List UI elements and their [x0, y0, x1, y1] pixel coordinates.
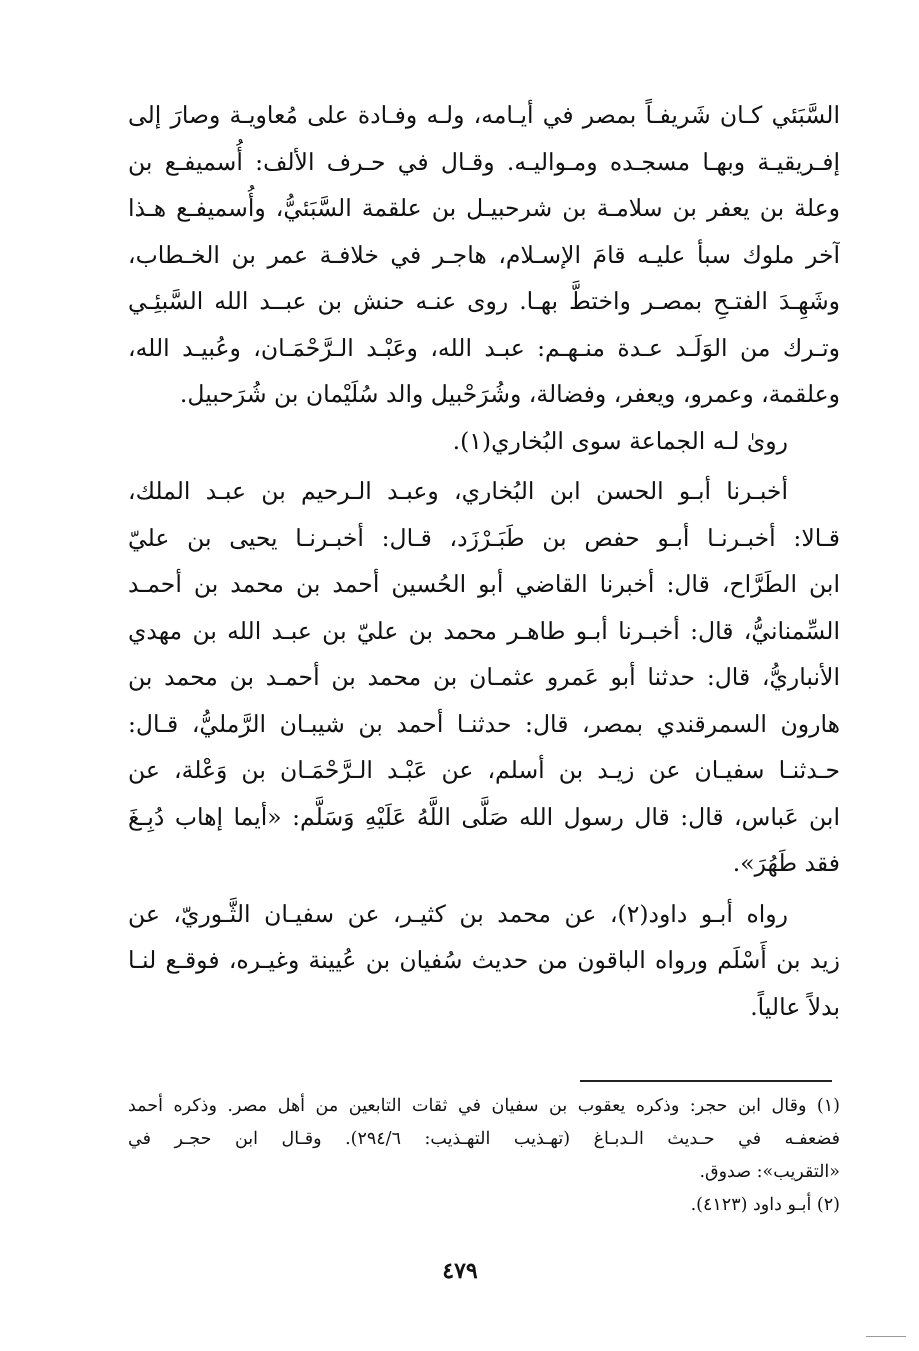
main-text	[128, 92, 840, 1030]
text-line: آخر ملوك سبأ عليـه قامَ الإسـلام، هاجـر في خلافـة عمر بن الخـطاب،	[128, 240, 840, 269]
text-line: قـالا: أخبـرنـا أبـو حفص بن طَبَـرْزَد، قـال: أخبـرنـا يحيى بن عليّ	[128, 523, 840, 552]
text-line: حـدثنـا سفيـان عن زيـد بن أسلم، عن عَبْـد الـرَّحْمَـان بن وَعْلة، عن	[128, 756, 840, 784]
page-number: ٤٧٩	[442, 1258, 478, 1284]
text-line: بدلاً عالياً.	[750, 992, 840, 1021]
footnote-line: فضعفـه في حـديث الـدبـاغ (تهـذيب التهـذيب: ٢٩٤/٦). وقـال ابن حجـر في	[128, 1129, 840, 1149]
text-line: السِّمنانيُّ، قال: أخبـرنا أبـو طاهـر محمد بن عليّ بن عبـد الله بن مهدي	[128, 616, 840, 645]
text-line: زيد بن أَسْلَم ورواه الباقون من حديث سُفيان بن عُيينة وغيـره، فوقـع لنـا	[128, 946, 840, 974]
text-line: أخبـرنا أبـو الحسن ابن البُخاري، وعبـد الـرحيم بن عبـد الملك،	[128, 477, 788, 505]
text-line: السَّبَئي كـان شَريفـاً بمصر في أيـامه، ولـه وفـادة على مُعاويـة وصارَ إلى	[128, 101, 840, 129]
scan-margin-mark	[866, 1336, 906, 1337]
footnote-line: «التقريب»: صدوق.	[699, 1162, 840, 1182]
footnotes	[128, 1090, 840, 1222]
text-line: إفـريقيـة وبهـا مسجـده ومـواليـه. وقـال في حـرف الألف: أُسميفـع بن	[128, 147, 840, 176]
text-line: روىٰ لـه الجماعة سوى البُخاري(١).	[452, 426, 788, 455]
text-line: وعلقمة، وعمرو، ويعفر، وفضالة، وشُرَحْبيل والد سُلَيْمان بن شُرَحبيل.	[179, 380, 840, 408]
footnote-line: (٢) أبـو داود (٤١٢٣).	[690, 1195, 840, 1215]
text-line: ابن الطَرَّاح، قال: أخبرنا القاضي أبو الحُسين أحمد بن محمد بن أحمـد	[128, 570, 840, 598]
text-line: وشَهِـدَ الفتـحِ بمصـر واختطَّ بهـا. روى عنـه حنش بن عبــد الله السَّبئِـي	[128, 287, 840, 315]
footnote-separator	[580, 1080, 832, 1082]
text-line: الأنباريُّ، قال: حدثنا أبو عَمرو عثمـان بن محمد بن أحمـد بن محمد بن	[128, 663, 840, 691]
text-line: هارون السمرقندي بمصر، قال: حدثنـا أحمد بن شيبـان الرَّمليُّ، قـال:	[128, 709, 840, 738]
footnote-line: (١) وقال ابن حجر: وذكره يعقوب بن سفيان في ثقات التابعين من أهل مصر. وذكره أحمد	[128, 1096, 840, 1116]
text-line: فقد طَهُرَ».	[732, 849, 840, 877]
text-line: رواه أبـو داود(٢)، عن محمد بن كثيـر، عن سفيـان الثَّـوريّ، عن	[128, 899, 788, 928]
text-line: ابن عَباس، قال: قال رسول الله صَلَّى اللَّهُ عَلَيْهِ وَسَلَّم: «أيما إهاب دُبِـغَ	[128, 802, 840, 831]
text-line: وتـرك من الوَلَـد عـدة منـهـم: عبـد الله، وعَبْـد الـرَّحْمَـان، وعُبيـد الله،	[128, 333, 840, 362]
text-line: وعلة بن يعفر بن سلامـة بن شرحبيـل بن علقمة السَّبَئيُّ، وأُسميفـع هـذا	[128, 194, 840, 222]
